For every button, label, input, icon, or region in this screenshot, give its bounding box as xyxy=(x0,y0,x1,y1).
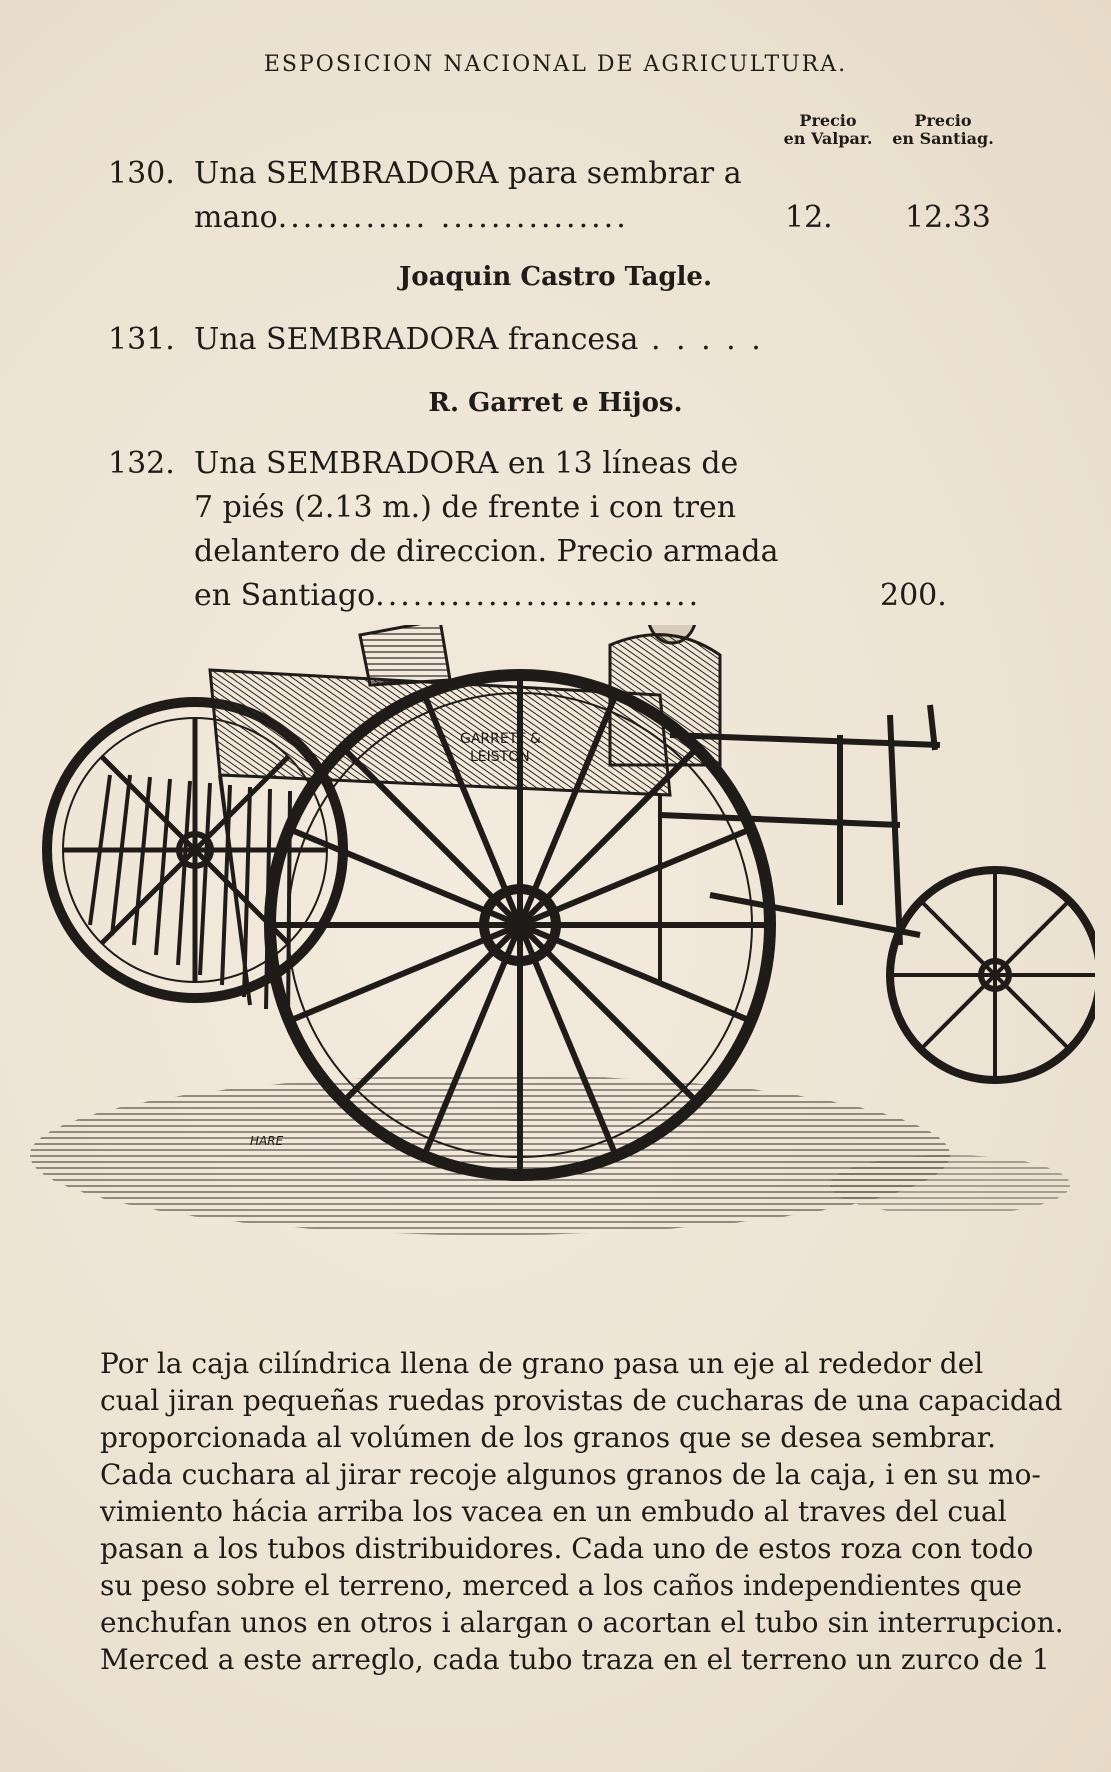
paragraph-line: Por la caja cilíndrica llena de grano pasa un eje al rededor del xyxy=(100,1347,984,1380)
price-valparaiso: 12. xyxy=(785,200,833,235)
entry-text: mano xyxy=(194,200,278,235)
entry-line-with-price xyxy=(108,574,778,618)
leader-dots: ............ ............... xyxy=(277,200,629,235)
exhibitor-name: Joaquin Castro Tagle. xyxy=(398,262,713,292)
entry-number: 132. xyxy=(108,446,175,481)
price-header-santiago-line2: en Santiag. xyxy=(892,129,994,148)
leader-dots: .......................... xyxy=(375,578,702,613)
exhibitor-name: R. Garret e Hijos. xyxy=(428,388,683,418)
entry-132 xyxy=(108,442,778,618)
running-head: ESPOSICION NACIONAL DE AGRICULTURA. xyxy=(263,52,848,77)
description-paragraph xyxy=(100,1345,1064,1678)
seed-drill-illustration xyxy=(20,625,1095,1300)
entry-number: 131. xyxy=(108,322,175,357)
price-header-valparaiso-line1: Precio xyxy=(799,111,857,130)
seed-drill-engraving xyxy=(20,625,1095,1300)
entry-text: Una SEMBRADORA francesa xyxy=(194,322,639,357)
paragraph-line: Merced a este arreglo, cada tubo traza en el terreno un zurco de 1 xyxy=(100,1643,1050,1676)
maker-lettering: LEISTON xyxy=(470,749,530,765)
entry-text: delantero de direccion. Precio armada xyxy=(194,534,779,569)
main-drive-wheel xyxy=(270,675,770,1175)
leader-dots: . . . . . xyxy=(638,322,764,357)
engraver-signature: HARE xyxy=(250,1134,284,1148)
entry-130 xyxy=(108,152,742,196)
paragraph-line: Cada cuchara al jirar recoje algunos granos de la caja, i en su mo- xyxy=(100,1458,1041,1491)
price-santiago: 200. xyxy=(880,578,947,613)
entry-text: en Santiago xyxy=(194,578,376,613)
entry-number: 130. xyxy=(108,156,175,191)
maker-lettering: GARRETT & xyxy=(460,731,541,747)
entry-text: Una SEMBRADORA en 13 líneas de xyxy=(194,446,739,481)
price-header-santiago xyxy=(888,112,998,148)
paragraph-line: vimiento hácia arriba los vacea en un embudo al traves del cual xyxy=(100,1495,1007,1528)
paragraph-line: pasan a los tubos distribuidores. Cada uno de estos roza con todo xyxy=(100,1532,1034,1565)
paragraph-line: su peso sobre el terreno, merced a los caños independientes que xyxy=(100,1569,1023,1602)
price-header-santiago-line1: Precio xyxy=(914,111,972,130)
price-header-valparaiso xyxy=(778,112,878,148)
paragraph-line: enchufan unos en otros i alargan o acortan el tubo sin interrupcion. xyxy=(100,1606,1064,1639)
price-header-valparaiso-line2: en Valpar. xyxy=(783,129,873,148)
entry-131 xyxy=(108,318,764,362)
paragraph-line: proporcionada al volúmen de los granos que se desea sembrar. xyxy=(100,1421,996,1454)
paragraph-line: cual jiran pequeñas ruedas provistas de cucharas de una capacidad xyxy=(100,1384,1063,1417)
entry-text: Una SEMBRADORA para sembrar a xyxy=(194,156,742,191)
price-santiago: 12.33 xyxy=(905,200,991,235)
entry-130-continuation xyxy=(194,200,629,235)
front-steering-wheel xyxy=(890,870,1095,1080)
entry-text: 7 piés (2.13 m.) de frente i con tren xyxy=(194,490,737,525)
